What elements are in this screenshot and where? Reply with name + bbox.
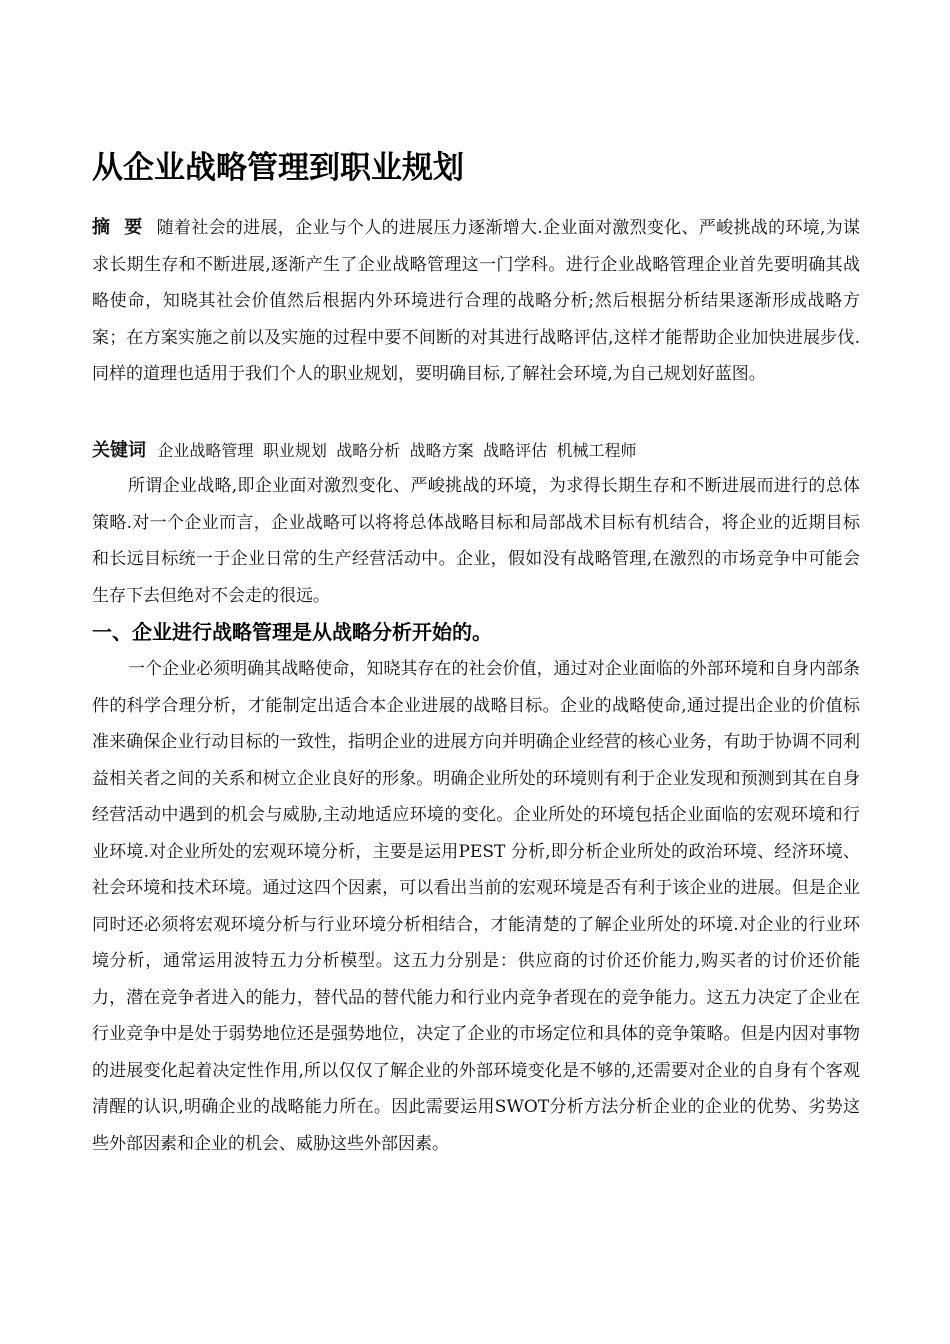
keyword-item: 机械工程师 <box>556 441 637 460</box>
keyword-item: 战略方案 <box>409 441 474 460</box>
keyword-item: 战略评估 <box>483 441 548 460</box>
section-heading: 一、企业进行战略管理是从战略分析开始的。 <box>92 620 492 644</box>
abstract-label: 摘要 <box>92 217 157 238</box>
keyword-item: 企业战略管理 <box>157 441 254 460</box>
abstract <box>92 210 860 393</box>
document-title: 从企业战略管理到职业规划 <box>92 150 464 186</box>
section-paragraph: 一个企业必须明确其战略使命，知晓其存在的社会价值，通过对企业面临的外部环境和自身内部条件的科学合理分析，才能制定出适合本企业进展的战略目标。企业的战略使命,通过提出企业的价值标准来确保企业行动目标的一致性，指明企业的进展方向并明确企业经营的核心业务，有助于协调不同利益相关者之间的关系和树立企业良好的形象。明确企业所处的环境则有利于企业发现和预测到其在自身经营活动中遇到的机会与威胁,主动地适应环境的变化。企业所处的环境包括企业面临的宏观环境和行业环境.对企业所处的宏观环境分析，主要是运用PEST 分析,即分析企业所处的政治环境、经济环境、社会环境和技术环境。通过这四个因素，可以看出当前的宏观环境是否有利于该企业的进展。但是企业同时还必须将宏观环境分析与行业环境分析相结合，才能清楚的了解企业所处的环境.对企业的行业环境分析，通常运用波特五力分析模型。这五力分别是：供应商的讨价还价能力,购买者的讨价还价能力，潜在竞争者进入的能力，替代品的替代能力和行业内竞争者现在的竞争能力。这五力决定了企业在行业竞争中是处于弱势地位还是强势地位，决定了企业的市场定位和具体的竞争策略。但是内因对事物的进展变化起着决定性作用,所以仅仅了解企业的外部环境变化是不够的,还需要对企业的自身有个客观清醒的认识,明确企业的战略能力所在。因此需要运用SWOT分析方法分析企业的企业的优势、劣势这些外部因素和企业的机会、威胁这些外部因素。 <box>92 659 860 1154</box>
keyword-item: 战略分析 <box>336 441 401 460</box>
keywords <box>92 433 860 470</box>
keyword-item: 职业规划 <box>262 441 327 460</box>
abstract-text: 随着社会的进展，企业与个人的进展压力逐渐增大.企业面对激烈变化、严峻挑战的环境,为谋求长期生存和不断进展,逐渐产生了企业战略管理这一门学科。进行企业战略管理企业首先要明确其战略使命，知晓其社会价值然后根据内外环境进行合理的战略分析;然后根据分析结果逐渐形成战略方案；在方案实施之前以及实施的过程中要不间断的对其进行战略评估,这样才能帮助企业加快进展步伐.同样的道理也适用于我们个人的职业规划，要明确目标,了解社会环境,为自己规划好蓝图。 <box>92 218 861 384</box>
intro-paragraph: 所谓企业战略,即企业面对激烈变化、严峻挑战的环境，为求得长期生存和不断进展而进行的总体策略.对一个企业而言，企业战略可以将将总体战略目标和局部战术目标有机结合，将企业的近期目标和长远目标统一于企业日常的生产经营活动中。企业，假如没有战略管理,在激烈的市场竞争中可能会生存下去但绝对不会走的很远。 <box>92 476 860 606</box>
keywords-label: 关键词 <box>92 440 146 461</box>
